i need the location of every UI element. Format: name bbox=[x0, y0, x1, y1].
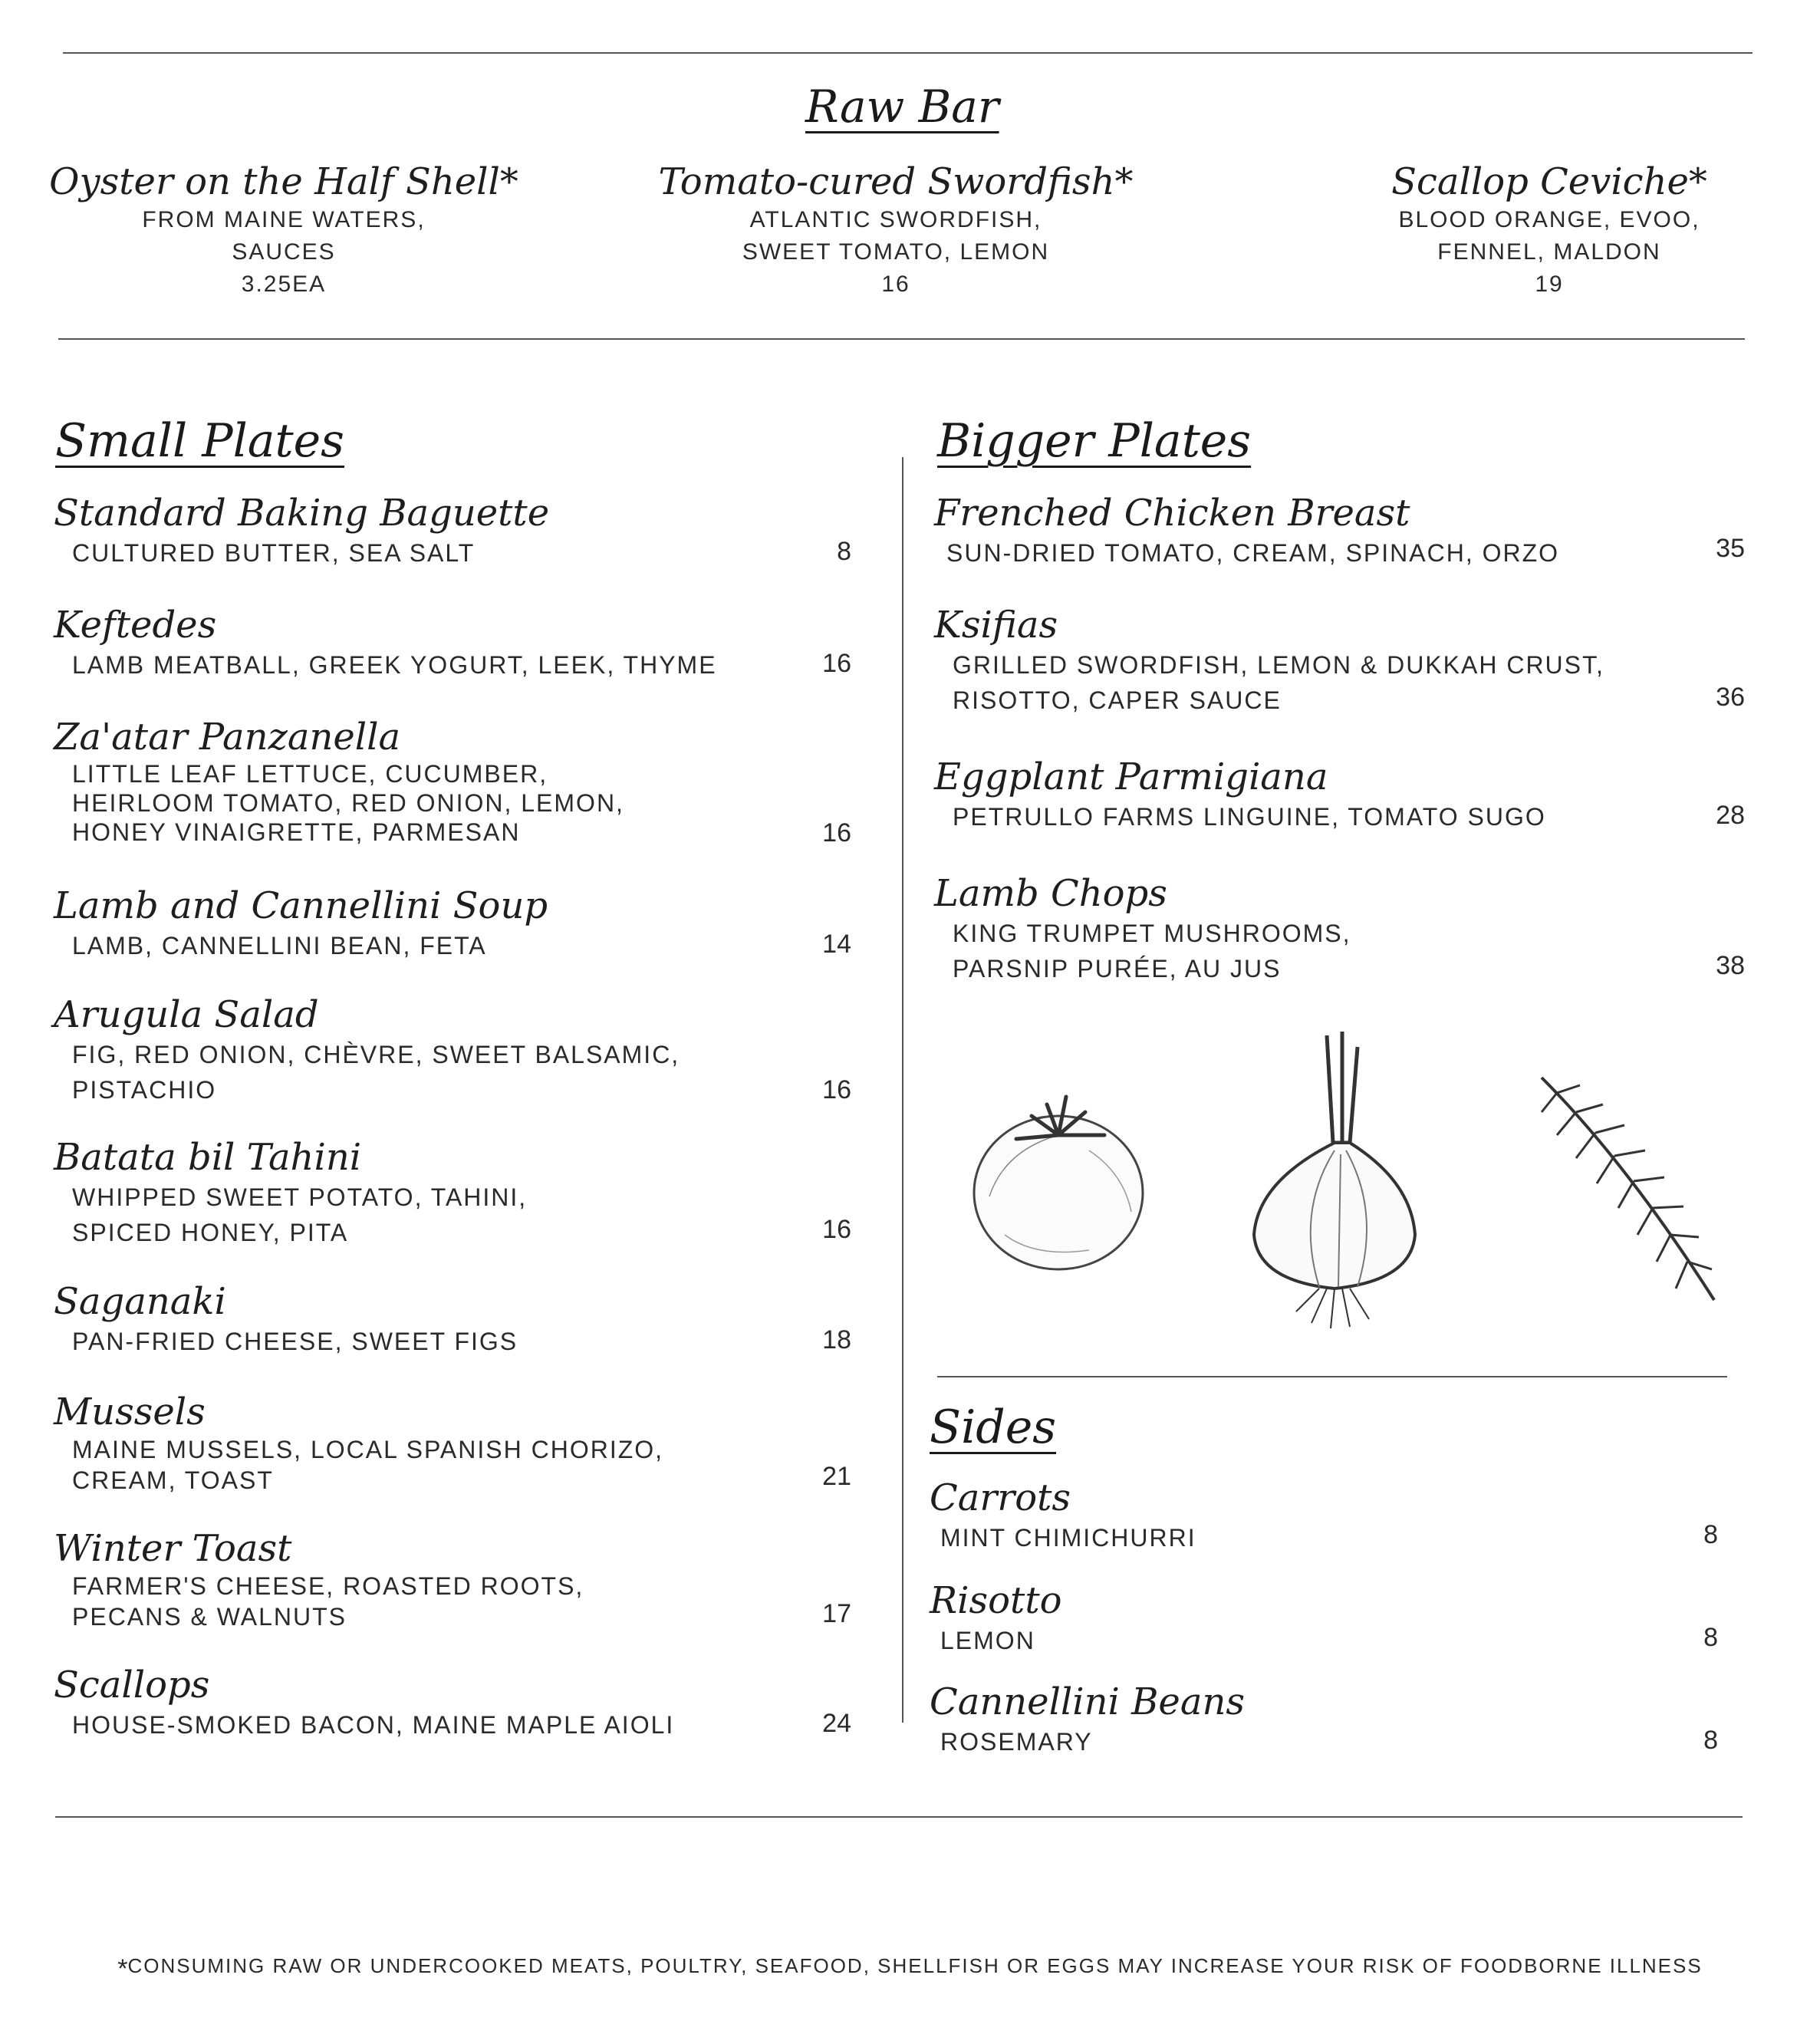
item-price: 35 bbox=[1716, 534, 1745, 563]
item-desc: CULTURED BUTTER, SEA SALT bbox=[72, 539, 476, 567]
item-name: Eggplant Parmigiana bbox=[934, 755, 1328, 798]
raw-bar-title: Raw Bar bbox=[805, 81, 999, 133]
menu-item bbox=[934, 491, 1701, 571]
item-desc: FARMER'S CHEESE, ROASTED ROOTS, PECANS & WALNUTS bbox=[72, 1572, 584, 1631]
item-name: Za'atar Panzanella bbox=[54, 716, 401, 759]
item-price: 36 bbox=[1716, 683, 1745, 712]
item-name: Lamb and Cannellini Soup bbox=[54, 884, 548, 927]
rosemary-icon bbox=[1534, 1070, 1726, 1308]
item-desc: LAMB MEATBALL, GREEK YOGURT, LEEK, THYME bbox=[72, 651, 717, 679]
item-price: 16 bbox=[822, 1075, 851, 1104]
menu-item bbox=[54, 1526, 821, 1632]
item-name: Carrots bbox=[930, 1476, 1071, 1519]
raw-item-name: Oyster on the Half Shell* bbox=[49, 160, 518, 203]
item-name: Lamb Chops bbox=[934, 872, 1167, 915]
item-name: Arugula Salad bbox=[54, 993, 319, 1036]
raw-item-desc: SWEET TOMATO, LEMON bbox=[742, 239, 1050, 265]
item-price: 38 bbox=[1716, 951, 1745, 980]
item-price: 14 bbox=[822, 930, 851, 959]
sides-top-divider bbox=[937, 1376, 1727, 1377]
item-desc: LAMB, CANNELLINI BEAN, FETA bbox=[72, 932, 487, 959]
item-price: 21 bbox=[822, 1462, 851, 1491]
item-name: Ksifias bbox=[934, 604, 1058, 647]
garlic-icon bbox=[1242, 1028, 1427, 1335]
item-name: Batata bil Tahini bbox=[54, 1136, 362, 1179]
raw-item-ceviche bbox=[1304, 160, 1795, 301]
item-desc: SUN-DRIED TOMATO, CREAM, SPINACH, ORZO bbox=[946, 539, 1560, 567]
raw-item-name: Tomato-cured Swordfish* bbox=[658, 160, 1134, 203]
item-price: 16 bbox=[822, 818, 851, 848]
raw-bar-bottom-divider bbox=[58, 338, 1745, 340]
item-desc: KING TRUMPET MUSHROOMS, PARSNIP PURÉE, AU JUS bbox=[953, 920, 1351, 982]
raw-food-disclaimer bbox=[0, 1954, 1820, 1984]
item-desc: WHIPPED SWEET POTATO, TAHINI, SPICED HONEY, PITA bbox=[72, 1183, 528, 1246]
sides-title: Sides bbox=[930, 1400, 1056, 1454]
item-name: Keftedes bbox=[54, 604, 217, 647]
menu-item bbox=[930, 1680, 1620, 1759]
raw-item-oyster bbox=[38, 160, 529, 301]
item-price: 24 bbox=[822, 1709, 851, 1738]
disclaimer-text: CONSUMING RAW OR UNDERCOOKED MEATS, POULTRY, SEAFOOD, SHELLFISH OR EGGS MAY INCREASE YOUR RISK OF FOODBORNE ILLNESS bbox=[127, 1954, 1703, 1977]
item-name: Saganaki bbox=[54, 1280, 226, 1323]
menu-item bbox=[930, 1578, 1620, 1658]
menu-item bbox=[930, 1476, 1620, 1555]
item-price: 8 bbox=[1703, 1726, 1718, 1755]
raw-item-desc: FROM MAINE WATERS, bbox=[142, 207, 426, 232]
item-price: 18 bbox=[822, 1325, 851, 1354]
item-desc: GRILLED SWORDFISH, LEMON & DUKKAH CRUST, RISOTTO, CAPER SAUCE bbox=[953, 651, 1604, 714]
item-name: Risotto bbox=[930, 1579, 1062, 1622]
item-price: 17 bbox=[822, 1599, 851, 1628]
item-price: 8 bbox=[837, 537, 851, 566]
menu-item bbox=[54, 1279, 821, 1359]
menu-item bbox=[934, 755, 1701, 834]
item-desc: MAINE MUSSELS, LOCAL SPANISH CHORIZO, CREAM, TOAST bbox=[72, 1436, 664, 1494]
item-desc: MINT CHIMICHURRI bbox=[940, 1524, 1196, 1552]
raw-item-swordfish bbox=[650, 160, 1141, 301]
item-name: Frenched Chicken Breast bbox=[934, 492, 1410, 535]
menu-item bbox=[54, 992, 821, 1108]
raw-item-desc: BLOOD ORANGE, EVOO, bbox=[1398, 207, 1700, 232]
item-price: 16 bbox=[822, 1215, 851, 1244]
raw-item-desc: SAUCES bbox=[232, 239, 336, 265]
column-divider bbox=[902, 457, 903, 1723]
tomato-icon bbox=[959, 1081, 1158, 1281]
menu-item bbox=[54, 884, 821, 963]
item-desc: PETRULLO FARMS LINGUINE, TOMATO SUGO bbox=[953, 803, 1546, 831]
item-name: Cannellini Beans bbox=[930, 1680, 1245, 1723]
item-name: Mussels bbox=[54, 1391, 206, 1433]
item-desc: LEMON bbox=[940, 1627, 1035, 1654]
item-desc: PAN-FRIED CHEESE, SWEET FIGS bbox=[72, 1328, 518, 1355]
menu-item bbox=[54, 1663, 821, 1743]
top-divider bbox=[63, 52, 1753, 54]
item-desc: LITTLE LEAF LETTUCE, CUCUMBER, HEIRLOOM TOMATO, RED ONION, LEMON, HONEY VINAIGRETTE, PARMESAN bbox=[72, 760, 624, 846]
raw-item-desc: FENNEL, MALDON bbox=[1437, 239, 1661, 265]
menu-item bbox=[54, 1390, 821, 1496]
item-price: 8 bbox=[1703, 1520, 1718, 1549]
raw-item-name: Scallop Ceviche* bbox=[1391, 160, 1707, 203]
asterisk: * bbox=[117, 1954, 128, 1983]
bottom-divider bbox=[55, 1816, 1743, 1818]
item-name: Scallops bbox=[54, 1664, 210, 1707]
item-name: Winter Toast bbox=[54, 1527, 292, 1570]
menu-item bbox=[54, 603, 821, 683]
item-desc: ROSEMARY bbox=[940, 1728, 1093, 1756]
item-price: 28 bbox=[1716, 801, 1745, 830]
bigger-plates-title: Bigger Plates bbox=[937, 414, 1252, 468]
item-price: 16 bbox=[822, 649, 851, 678]
item-desc: HOUSE-SMOKED BACON, MAINE MAPLE AIOLI bbox=[72, 1711, 675, 1739]
item-price: 8 bbox=[1703, 1623, 1718, 1652]
raw-item-price: 16 bbox=[881, 272, 910, 297]
menu-item bbox=[54, 715, 821, 847]
raw-item-price: 19 bbox=[1535, 272, 1564, 297]
menu-item bbox=[934, 871, 1701, 986]
raw-item-price: 3.25EA bbox=[241, 272, 327, 297]
menu-item bbox=[54, 1135, 821, 1250]
menu-item bbox=[934, 603, 1701, 718]
small-plates-title: Small Plates bbox=[55, 414, 344, 468]
menu-item bbox=[54, 491, 821, 571]
raw-item-desc: ATLANTIC SWORDFISH, bbox=[749, 207, 1042, 232]
item-desc: FIG, RED ONION, CHÈVRE, SWEET BALSAMIC, PISTACHIO bbox=[72, 1041, 680, 1104]
item-name: Standard Baking Baguette bbox=[54, 492, 550, 535]
